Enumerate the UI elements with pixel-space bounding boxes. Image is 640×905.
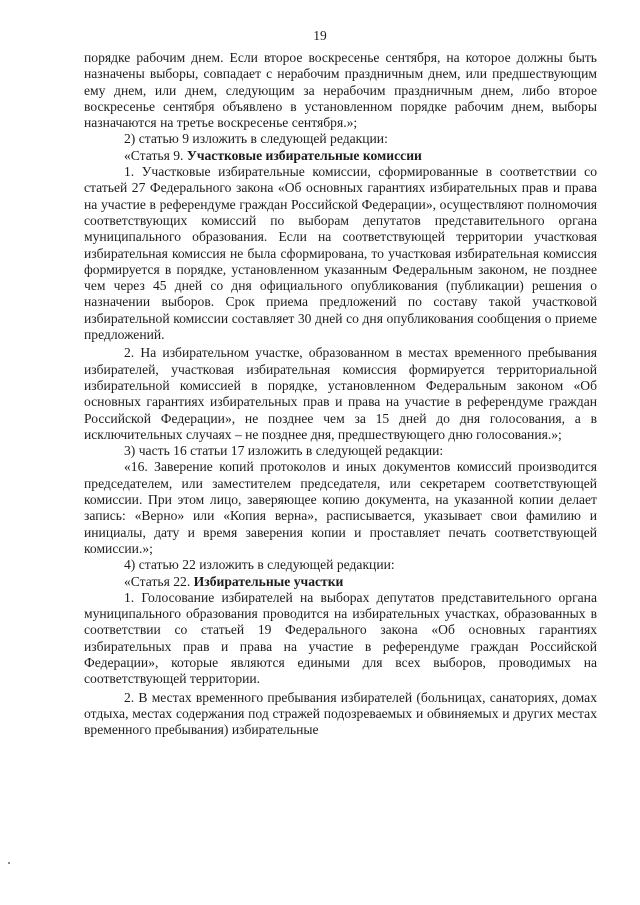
article-9-title: Участковые избирательные комиссии [186,147,422,163]
document-body [84,50,597,738]
article-9-part-2: 2. На избирательном участке, образованном в местах временного пребывания избирателей, участковая избирательная комиссия формируется территориальной избирательной комиссией в порядке, установленном Федеральным законом «Об основных гарантиях избирательных прав и права на участие в референдуме граждан Российской Федерации», не позднее чем за 15 дней до дня голосования, а в исключительных случаях – не позднее дня, предшествующего дню голосования.»; [84,345,597,442]
scan-mark [8,862,10,864]
amendment-item-4: 4) статью 22 изложить в следующей редакции: [124,557,395,573]
article-17-part-16: «16. Заверение копий протоколов и иных документов комиссий производится председателем, или заместителем председателя, или секретарем соответствующей комиссии. При этом лицо, заверяющее копию документа, на указанной копии делает запись: «Верно» или «Копия верна», расписывается, указывает свои фамилию и инициалы, дату и время заверения копии и проставляет печать соответствующей комиссии.»; [84,459,597,556]
article-22-part-1: 1. Голосование избирателей на выборах депутатов представительного органа муниципального образования проводится на избирательных участках, образованных в соответствии со статьей 19 Федерального закона «Об основных гарантиях избирательных прав и права на участие в референдуме граждан Российской Федерации», которые являются едиными для всех выборов, проводимых на соответствующей территории. [84,589,597,687]
paragraph-continuation: порядке рабочим днем. Если второе воскресенье сентября, на которое должны быть назначены выборы, совпадает с нерабочим праздничным днем, или предшествующим ему днем, или днем, следующим за нерабочим праздничным днем, либо второе воскресенье сентября объявлено в установленном порядке рабочим днем, выборы назначаются на третье воскресенье сентября.»; [84,50,597,131]
amendment-item-2: 2) статью 9 изложить в следующей редакции: [124,131,388,147]
amendment-item-3: 3) часть 16 статьи 17 изложить в следующей редакции: [124,443,444,459]
article-9-prefix: «Статья 9. [124,147,187,163]
article-22-title: Избирательные участки [193,573,344,589]
page-number: 19 [313,28,327,43]
article-9-part-1: 1. Участковые избирательные комиссии, сформированные в соответствии со статьей 27 Федерального закона «Об основных гарантиях избирательных прав и права на участие в референдуме граждан Российской Федерации», осуществляют полномочия соответствующих комиссий по выборам депутатов представительного органа муниципального образования. Если на соответствующей территории участковая избирательная комиссия не была сформирована, то участковая избирательная комиссия формируется в порядке, установленном указанным Федеральным законом, не позднее чем через 45 дней со дня официального опубликования (публикации) решения о назначении выборов. Срок приема предложений по составу такой участковой избирательной комиссии составляет 30 дней со дня опубликования сообщения о приеме предложений. [84,164,597,343]
article-22-heading [84,574,597,590]
article-9-heading [84,148,597,164]
article-22-prefix: «Статья 22. [124,573,194,589]
article-22-part-2: 2. В местах временного пребывания избирателей (больницах, санаториях, домах отдыха, местах содержания под стражей подозреваемых и обвиняемых и других местах временного пребывания) избирательные [84,689,597,738]
